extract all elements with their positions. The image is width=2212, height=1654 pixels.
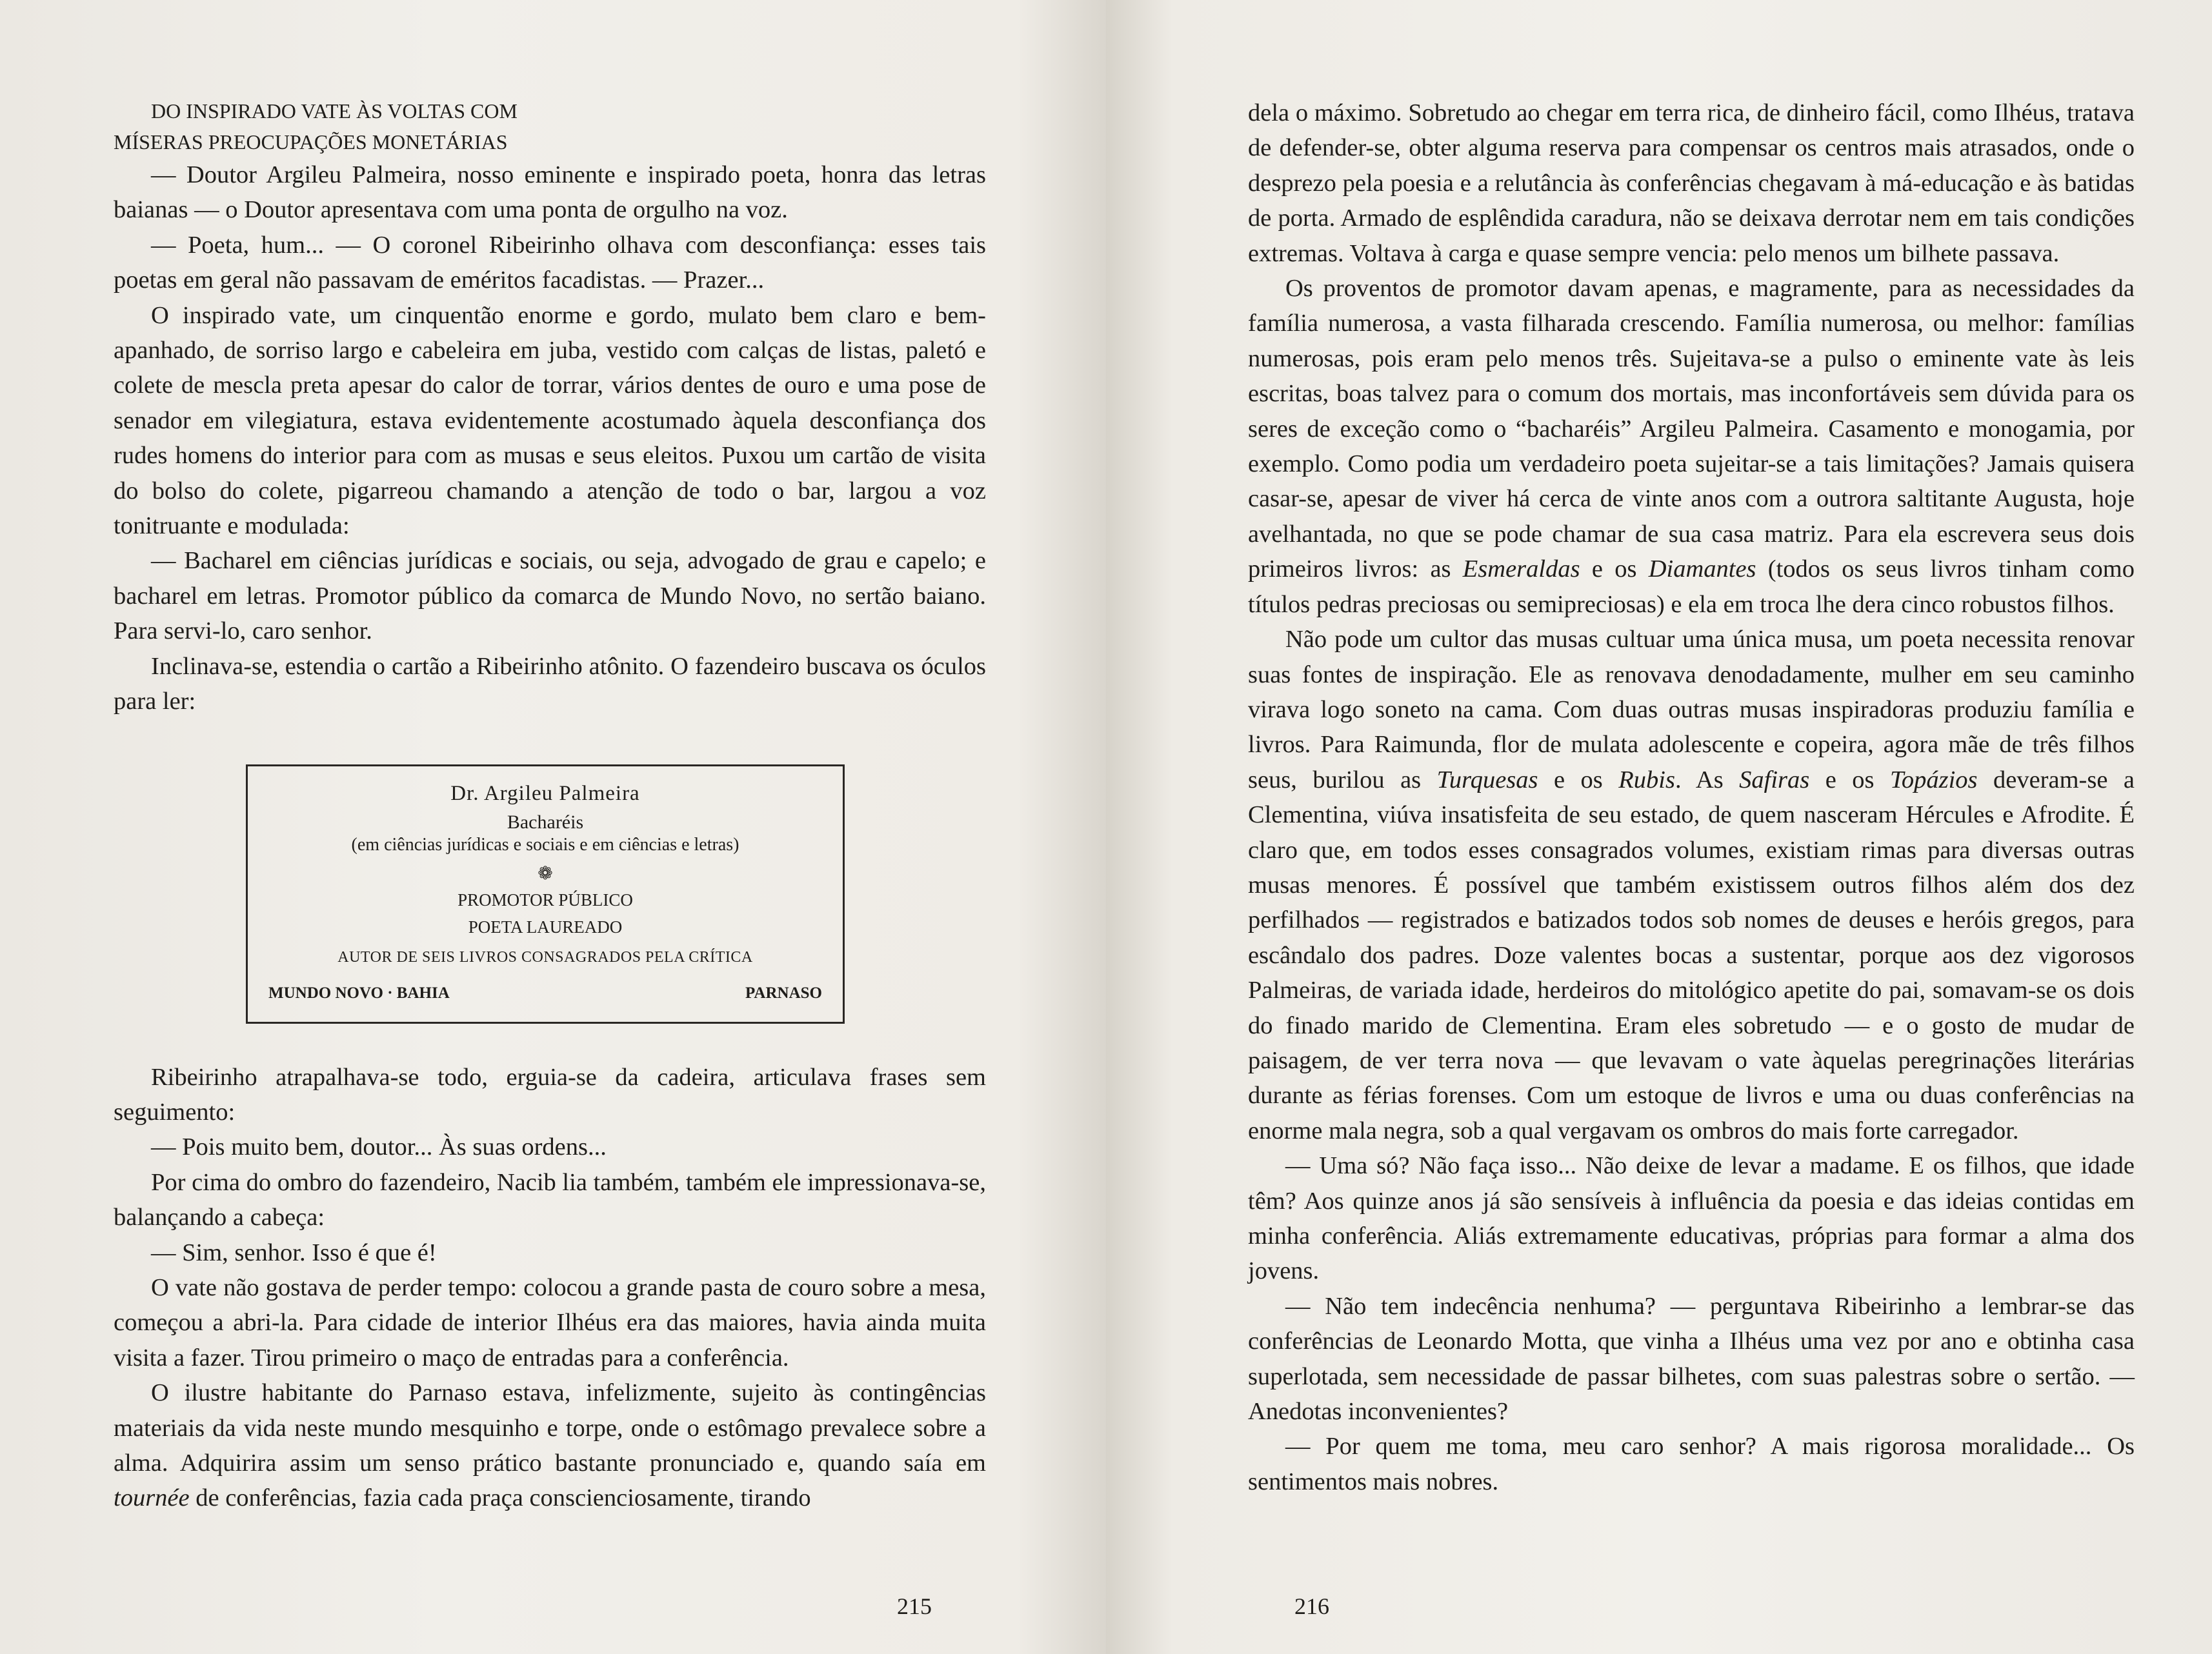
page-number: 215	[897, 1593, 932, 1619]
business-card	[246, 764, 845, 1024]
book-title: Rubis	[1618, 766, 1675, 793]
right-page-text	[1248, 95, 2135, 1499]
paragraph-text: . As	[1674, 766, 1740, 793]
chapter-heading-line-1: DO INSPIRADO VATE ÀS VOLTAS COM	[151, 99, 518, 123]
book-title: Safiras	[1739, 766, 1810, 793]
right-page	[1106, 0, 2212, 1654]
left-page-text	[114, 95, 986, 1516]
paragraph-text: (todos os seus livros tinham como títulos pedras preciosas ou semipreciosas) e ela em troca lhe dera cinco robustos filhos.	[1248, 555, 2135, 618]
card-title: POETA LAUREADO	[468, 917, 623, 937]
card-works: AUTOR DE SEIS LIVROS CONSAGRADOS PELA CRÍTICA	[337, 948, 753, 966]
paragraph: Inclinava-se, estendia o cartão a Ribeirinho atônito. O fazendeiro buscava os óculos para ler:	[114, 652, 986, 715]
book-title: Esmeraldas	[1462, 555, 1580, 583]
paragraph: O vate não gostava de perder tempo: colocou a grande pasta de couro sobre a mesa, começou a abri-la. Para cidade de interior Ilhéus era das maiores, havia ainda muita visita a fazer. Tirou primeiro o maço de entradas para a conferência.	[114, 1273, 986, 1371]
card-degree: Bacharéis	[507, 811, 584, 833]
paragraph-text: deveram-se a Clementina, viúva insatisfeita de seu estado, de quem nasceram Hércules e Afrodite. É claro que, em todos esses consagrados volumes, existiam rimas para diversas outras musas menores. É possível que também existissem outros filhos além dos dez perfilhados — registrados e batizados todos sob nomes de deuses e heróis gregos, para escândalo dos padres. Doze valentes bocas a sustentar, porque aos dez vigorosos Palmeiras, de variada idade, herdeiros do mitológico apetite do pai, somavam-se os dois do finado marido de Clementina. Eram eles sobretudo — e o gosto de mudar de paisagem, de ver terra nova — que levavam o vate àquelas peregrinações literárias durante as férias forenses. Com um estoque de livros e uma ou duas conferências na enorme mala negra, sob a qual vergavam os ombros do mais forte carregador.	[1248, 766, 2135, 1144]
paragraph: — Uma só? Não faça isso... Não deixe de levar a madame. E os filhos, que idade têm? Aos quinze anos já são sensíveis à influência da poesia e das ideias contidas em minha conferência. Aliás extremamente educativas, próprias para formar a alma dos jovens.	[1248, 1152, 2135, 1285]
chapter-heading	[114, 95, 986, 157]
paragraph-text: Não pode um cultor das musas cultuar uma única musa, um poeta necessita renovar suas fontes de inspiração. Ele as renovava denodadamente, mulher em seu caminho virava logo soneto na cama. Com duas outras musas inspiradoras produziu família e livros. Para Raimunda, flor de mulata adolescente e copeira, agora mãe de três filhos seus, burilou as	[1248, 626, 2135, 793]
paragraph-text: Os proventos de promotor davam apenas, e magramente, para as necessidades da família numerosa, a vasta filharada crescendo. Família numerosa, ou melhor: famílias numerosas, pois eram pelo menos três. Sujeitava-se a pulso o eminente vate às leis escritas, boas talvez para o comum dos mortais, mas inconfortáveis sem dúvida para os seres de exceção como o “bacharéis” Argileu Palmeira. Casamento e monogamia, por exemplo. Como podia um verdadeiro poeta sujeitar-se a tais limitações? Jamais quisera casar-se, apesar de viver há cerca de vinte anos com a outrora saltitante Augusta, hoje avelhantada, no que se pode chamar de sua casa matriz. Para ela escrevera seus dois primeiros livros: as	[1248, 275, 2135, 583]
chapter-heading-line-2: MÍSERAS PREOCUPAÇÕES MONETÁRIAS	[114, 130, 508, 154]
paragraph: — Poeta, hum... — O coronel Ribeirinho olhava com desconfiança: esses tais poetas em geral não passavam de eméritos facadistas. — Prazer...	[114, 231, 986, 294]
paragraph: — Sim, senhor. Isso é que é!	[151, 1239, 437, 1266]
paragraph: Por cima do ombro do fazendeiro, Nacib lia também, também ele impressionava-se, balançando a cabeça:	[114, 1168, 986, 1231]
italic-word: tournée	[114, 1484, 190, 1512]
paragraph-text: e os	[1538, 766, 1619, 793]
flower-ornament-icon: ❁	[538, 863, 553, 884]
card-name: Dr. Argileu Palmeira	[450, 781, 640, 805]
paragraph: O inspirado vate, um cinquentão enorme e gordo, mulato bem claro e bem-apanhado, de sorriso largo e cabeleira em juba, vestido com calças de listas, paletó e colete de mescla preta apesar do calor de torrar, vários dentes de ouro e uma pose de senador em vilegiatura, estava evidentemente acostumado àquela desconfiança dos rudes homens do interior para com as musas e seus eleitos. Puxou um cartão de visita do bolso do colete, pigarreou chamando a atenção de todo o bar, largou a voz tonitruante e modulada:	[114, 301, 986, 540]
paragraph-text: O ilustre habitante do Parnaso estava, infelizmente, sujeito às contingências materiais da vida neste mundo mesquinho e torpe, onde o estômago prevalece sobre a alma. Adquirira assim um senso prático bastante pronunciado e, quando saía em	[114, 1379, 986, 1477]
book-title: Topázios	[1889, 766, 1978, 793]
paragraph	[114, 1375, 986, 1516]
paragraph-text: e os	[1809, 766, 1890, 793]
paragraph: — Por quem me toma, meu caro senhor? A mais rigorosa moralidade... Os sentimentos mais nobres.	[1248, 1433, 2135, 1495]
paragraph: — Doutor Argileu Palmeira, nosso eminente e inspirado poeta, honra das letras baianas — o Doutor apresentava com uma ponta de orgulho na voz.	[114, 161, 986, 224]
book-title: Diamantes	[1648, 555, 1756, 583]
page-number: 216	[1294, 1593, 1329, 1619]
paragraph	[1248, 622, 2135, 1148]
paragraph: — Pois muito bem, doutor... Às suas ordens...	[151, 1133, 607, 1161]
card-degree-detail: (em ciências jurídicas e sociais e em ciências e letras)	[351, 834, 739, 855]
paragraph: — Não tem indecência nenhuma? — perguntava Ribeirinho a lembrar-se das conferências de Leonardo Motta, que vinha a Ilhéus uma vez por ano e obtinha casa superlotada, sem necessidade de passar bilhetes, com suas palestras sobre o sertão. — Anedotas inconvenientes?	[1248, 1292, 2135, 1426]
card-place: MUNDO NOVO · BAHIA	[268, 984, 450, 1002]
paragraph-text: de conferências, fazia cada praça conscienciosamente, tirando	[189, 1484, 811, 1512]
paragraph	[1248, 271, 2135, 622]
paragraph: dela o máximo. Sobretudo ao chegar em terra rica, de dinheiro fácil, como Ilhéus, tratava de defender-se, obter alguma reserva para compensar os centros mais atrasados, onde o desprezo pela poesia e a relutância às conferências chegavam à má-educação e às batidas de porta. Armado de esplêndida caradura, não se deixava derrotar nem em tais condições extremas. Voltava à carga e quase sempre vencia: pelo menos um bilhete passava.	[1248, 99, 2135, 267]
card-office: PROMOTOR PÚBLICO	[457, 890, 633, 910]
paragraph-text: e os	[1580, 555, 1649, 583]
paragraph: — Bacharel em ciências jurídicas e sociais, ou seja, advogado de grau e capelo; e bacharel em letras. Promotor público da comarca de Mundo Novo, no sertão baiano. Para servi-lo, caro senhor.	[114, 547, 986, 645]
card-realm: PARNASO	[745, 984, 822, 1002]
book-title: Turquesas	[1436, 766, 1538, 793]
paragraph: Ribeirinho atrapalhava-se todo, erguia-se da cadeira, articulava frases sem seguimento:	[114, 1063, 986, 1126]
